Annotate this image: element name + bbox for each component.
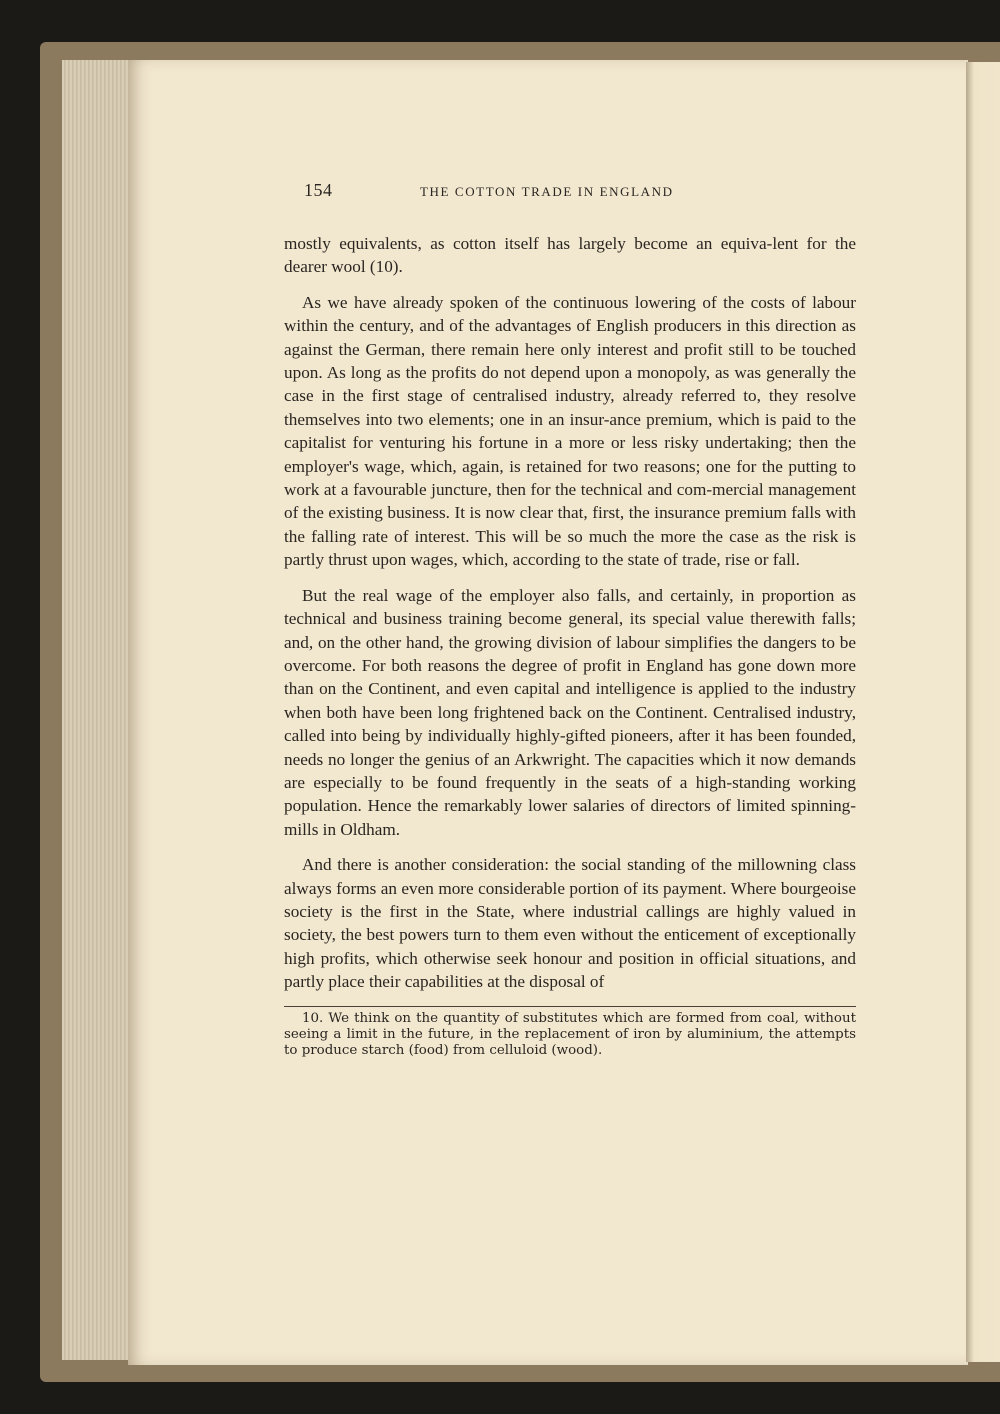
paragraph-1: mostly equivalents, as cotton itself has largely become an equiva-lent for the dearer wool (10). xyxy=(284,234,856,277)
paragraph-2: As we have already spoken of the continuous lowering of the costs of labour within the century, and of the advantages of English producers in this direction as against the German, there remain here only interest and profit still to be touched upon. As long as the profits do not depend upon a monopoly, as was generally the case in the first stage of centralised industry, already referred to, they resolve themselves into two elements; one in an insur-ance premium, which is paid to the capitalist for venturing his fortune in a more or less risky undertaking; then the employer's wage, which, again, is retained for two reasons; one for the putting to work at a favourable juncture, then for the technical and com-mercial management of the existing business. It is now clear that, first, the insurance premium falls with the falling rate of interest. This will be so much the more the case as the risk is partly thrust upon wages, which, according to the state of trade, rise or fall. xyxy=(284,292,856,570)
page-number: 154 xyxy=(304,180,333,200)
page-header xyxy=(284,180,856,208)
paragraph-4: And there is another consideration: the social standing of the millowning class always forms an even more considerable portion of its payment. Where bourgeoise society is the first in the State, where industrial callings are highly valued in society, the best powers turn to them even without the enticement of exceptionally high profits, which otherwise seek honour and position in official situations, and partly place their capabilities at the disposal of xyxy=(284,855,856,992)
facing-page-edge xyxy=(966,62,1000,1362)
running-head: THE COTTON TRADE IN ENGLAND xyxy=(420,184,674,199)
footnote: 10. We think on the quantity of substitutes which are formed from coal, without seeing a limit in the future, in the replacement of iron by aluminium, the attempts to produce starch (food) from celluloid (wood). xyxy=(284,1010,856,1058)
text-block xyxy=(284,180,856,1059)
paragraph-3: But the real wage of the employer also falls, and certainly, in proportion as technical and business training become general, its special value therewith falls; and, on the other hand, the growing division of labour simplifies the dangers to be overcome. For both reasons the degree of profit in England has gone down more than on the Continent, and even capital and intelligence is applied to the industry when both have been long frightened back on the Continent. Centralised industry, called into being by individually highly-gifted pioneers, after it has been founded, needs no longer the genius of an Arkwright. The capacities which it now demands are especially to be found frequently in the seats of a high-standing working population. Hence the remarkably lower salaries of directors of limited spinning-mills in Oldham. xyxy=(284,585,856,839)
footnote-rule xyxy=(284,1006,856,1007)
